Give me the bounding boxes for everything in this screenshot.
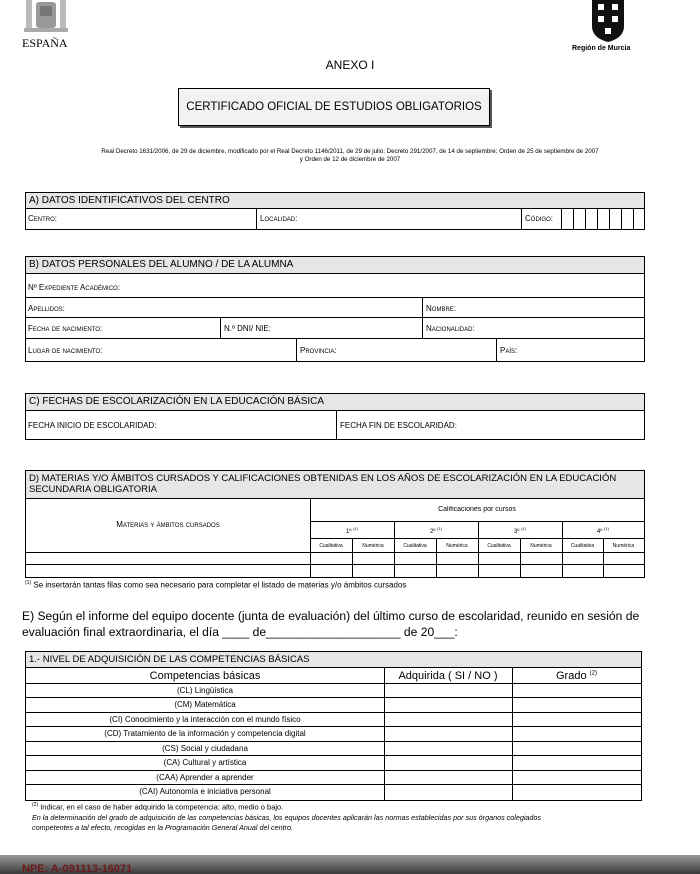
decree-text-line2: y Orden de 12 de diciembre de 2007 bbox=[299, 156, 401, 163]
centro-field[interactable]: Centro: bbox=[28, 214, 57, 223]
pais-field[interactable]: País: bbox=[500, 346, 518, 355]
numerica-3: Numérica bbox=[530, 543, 552, 549]
competencia-row: (CD) Tratamiento de la información y competencia digital bbox=[104, 729, 306, 738]
competencia-row: (CAA) Aprender a aprender bbox=[156, 773, 254, 782]
lugar-nacimiento-field[interactable]: Lugar de nacimiento: bbox=[28, 346, 103, 355]
spain-coat-of-arms-icon bbox=[22, 0, 70, 34]
provincia-field[interactable]: Provincia: bbox=[300, 346, 337, 355]
competencia-row: (CAI) Autonomía e iniciativa personal bbox=[139, 787, 271, 796]
calificaciones-header: Calificaciones por cursos bbox=[438, 506, 516, 513]
competencia-row: (CS) Social y ciudadana bbox=[162, 744, 248, 753]
competencias-table bbox=[25, 651, 642, 801]
section-e-line1: E) Según el informe del equipo docente (junta de evaluación) del último curso de escolaridad, reunido en sesión de bbox=[22, 609, 640, 623]
grado-col-header: Grado $^{(2)}$ bbox=[556, 670, 597, 682]
numerica-4: Numérica bbox=[612, 543, 635, 549]
section-c-title: C) FECHAS DE ESCOLARIZACIÓN EN LA EDUCACIÓN BÁSICA bbox=[26, 394, 644, 411]
country-name: ESPAÑA bbox=[22, 36, 68, 50]
competencias-note1: $^{(2)}$ Indicar, en el caso de haber adquirido la competencia: alto, medio o bajo. bbox=[32, 802, 284, 812]
expediente-field[interactable]: Nº Expediente Académico: bbox=[28, 283, 120, 292]
section-d bbox=[25, 470, 645, 578]
cualitativa-3: Cualitativa bbox=[487, 543, 511, 549]
fecha-fin-field[interactable]: FECHA FIN DE ESCOLARIDAD: bbox=[340, 421, 457, 430]
competencias-note2: En la determinación del grado de adquisición de las competencias básicas, los equipos docentes aplicarán las normas establecidas por sus órganos colegiados bbox=[32, 813, 542, 822]
course-4-header: 4º $^{(1)}$ bbox=[596, 526, 610, 535]
dni-field[interactable]: N.º DNI/ NIE: bbox=[224, 324, 271, 333]
nacionalidad-field[interactable]: Nacionalidad: bbox=[426, 324, 475, 333]
footer-bar bbox=[0, 855, 700, 874]
section-c bbox=[25, 393, 645, 440]
apellidos-field[interactable]: Apellidos: bbox=[28, 304, 65, 313]
competencias-note3: competentes a tal efecto, recogidas en la Programación General Anual del centro. bbox=[32, 823, 294, 832]
section-d-title bbox=[26, 471, 644, 499]
section-b-title: B) DATOS PERSONALES DEL ALUMNO / DE LA ALUMNA bbox=[26, 257, 644, 274]
cualitativa-1: Cualitativa bbox=[319, 543, 343, 549]
localidad-field[interactable]: Localidad: bbox=[260, 214, 298, 223]
section-d-footnote: $^{(1)}$ Se insertarán tantas filas como sea necesario para completar el listado de materias y/o ámbitos cursados bbox=[25, 580, 407, 590]
competencia-row: (CI) Conocimiento y la interacción con el mundo físico bbox=[109, 715, 301, 724]
competencias-title: 1.- NIVEL DE ADQUISICIÓN DE LAS COMPETENCIAS BÁSICAS bbox=[26, 652, 641, 668]
competencias-col-header: Competencias básicas bbox=[149, 670, 261, 682]
fecha-nacimiento-field[interactable]: Fecha de nacimiento: bbox=[28, 324, 103, 333]
competencia-row: (CL) Lingüística bbox=[176, 686, 234, 695]
cualitativa-4: Cualitativa bbox=[570, 543, 595, 549]
annex-label: ANEXO I bbox=[325, 58, 375, 72]
section-a-title: A) DATOS IDENTIFICATIVOS DEL CENTRO bbox=[26, 193, 644, 209]
murcia-coat-of-arms-icon bbox=[590, 0, 626, 42]
competencia-row: (CA) Cultural y artística bbox=[163, 758, 247, 767]
section-a bbox=[25, 192, 645, 230]
certificate-title: CERTIFICADO OFICIAL DE ESTUDIOS OBLIGATORIOS bbox=[186, 101, 482, 113]
section-b bbox=[25, 256, 645, 362]
numerica-2: Numérica bbox=[446, 543, 468, 549]
section-e-line2: evaluación final extraordinaria, el día ____ de____________________ de 20___: bbox=[22, 625, 458, 639]
course-3-header: 3º $^{(1)}$ bbox=[513, 526, 527, 535]
course-2-header: 2º $^{(1)}$ bbox=[429, 526, 443, 535]
adquirida-col-header: Adquirida ( SI / NO ) bbox=[398, 670, 498, 682]
decree-text-line1: Real Decreto 1631/2006, de 29 de diciembre, modificado por el Real Decreto 1146/2011, de 29 de julio; Decreto 291/2007, de 14 de septiembre; Orden de 25 de septiembre de 2007 bbox=[101, 148, 599, 155]
npe-code: NPE: A-091113-16071 bbox=[22, 863, 133, 874]
cualitativa-2: Cualitativa bbox=[403, 543, 427, 549]
course-1-header: 1º $^{(1)}$ bbox=[345, 526, 359, 535]
region-name: Región de Murcia bbox=[572, 45, 631, 52]
nombre-field[interactable]: Nombre: bbox=[426, 304, 457, 313]
codigo-field[interactable]: Código: bbox=[525, 214, 554, 223]
certificate-title-box bbox=[178, 88, 490, 126]
fecha-inicio-field[interactable]: FECHA INICIO DE ESCOLARIDAD: bbox=[28, 421, 157, 430]
section-d-title-line2: SECUNDARIA OBLIGATORIA bbox=[29, 484, 157, 495]
materias-header: Materias y ámbitos cursados bbox=[116, 520, 220, 529]
section-d-title-line1: D) MATERIAS Y/O ÁMBITOS CURSADOS Y CALIFICACIONES OBTENIDAS EN LOS AÑOS DE ESCOLARIZACIÓN EN LA EDUCACIÓN bbox=[29, 473, 617, 484]
numerica-1: Numérica bbox=[362, 543, 384, 549]
competencia-row: (CM) Matemática bbox=[174, 700, 236, 709]
